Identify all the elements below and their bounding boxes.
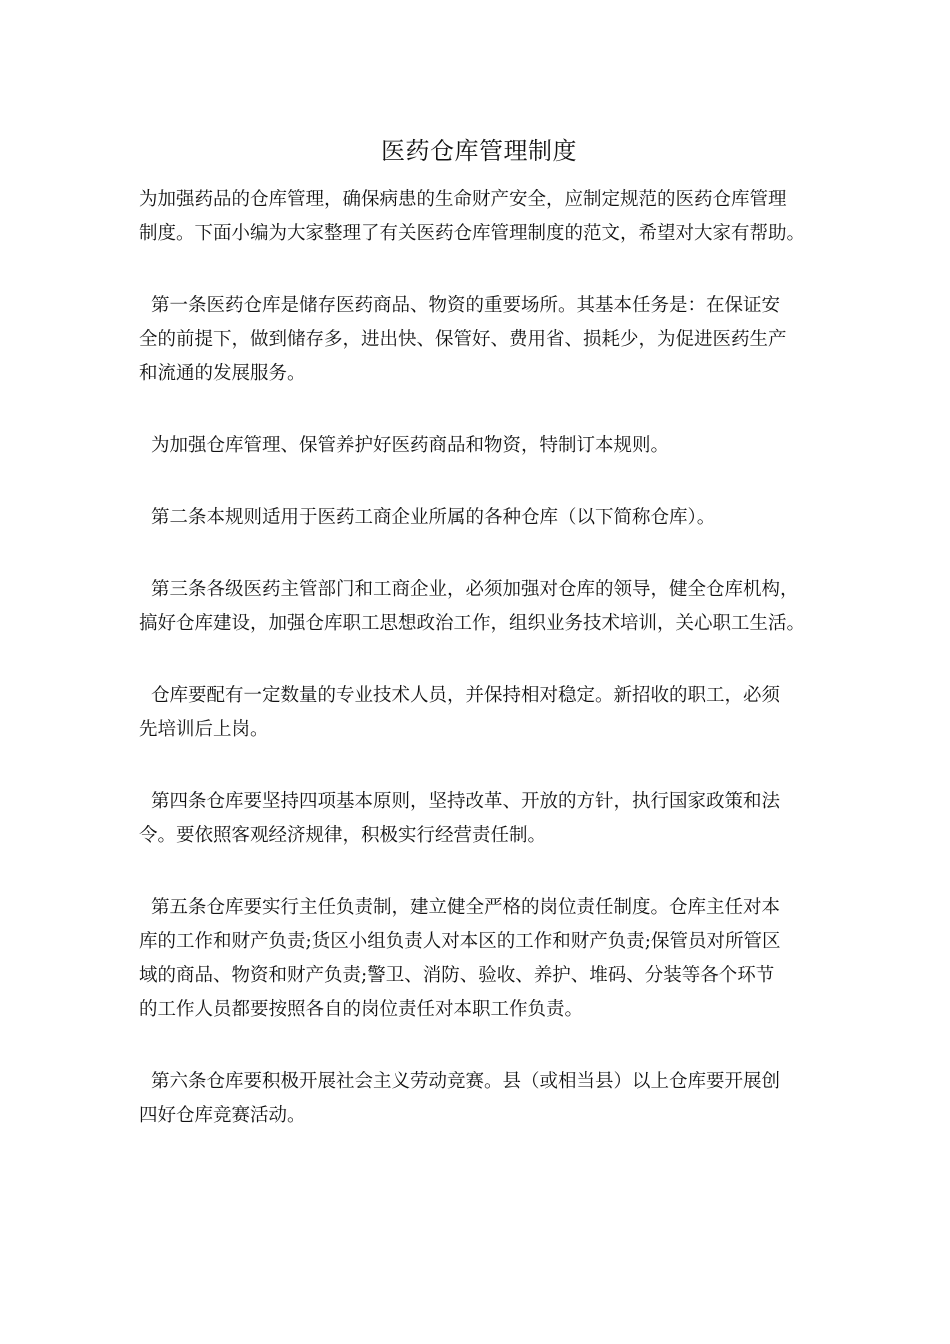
paragraph-article-6 xyxy=(139,1065,829,1133)
paragraph-article-1-note xyxy=(139,429,829,463)
text-line: 第一条医药仓库是储存医药商品、物资的重要场所。其基本任务是：在保证安 xyxy=(151,295,781,316)
text-line: 的工作人员都要按照各自的岗位责任对本职工作负责。 xyxy=(139,999,584,1020)
text-line: 令。要依照客观经济规律，积极实行经营责任制。 xyxy=(139,825,547,846)
text-line: 第四条仓库要坚持四项基本原则，坚持改革、开放的方针，执行国家政策和法 xyxy=(151,791,781,812)
text-line: 第六条仓库要积极开展社会主义劳动竞赛。县（或相当县）以上仓库要开展创 xyxy=(151,1071,781,1092)
text-line: 为加强药品的仓库管理，确保病患的生命财产安全，应制定规范的医药仓库管理 xyxy=(139,189,787,210)
text-line: 先培训后上岗。 xyxy=(139,719,269,740)
text-line: 为加强仓库管理、保管养护好医药商品和物资，特制订本规则。 xyxy=(151,435,670,456)
document-body xyxy=(139,183,829,1171)
text-line: 制度。下面小编为大家整理了有关医药仓库管理制度的范文，希望对大家有帮助。 xyxy=(139,223,806,244)
paragraph-article-1 xyxy=(139,289,829,391)
paragraph-article-3-note xyxy=(139,679,829,747)
text-line: 搞好仓库建设，加强仓库职工思想政治工作，组织业务技术培训，关心职工生活。 xyxy=(139,613,806,634)
text-line: 域的商品、物资和财产负责;警卫、消防、验收、养护、堆码、分装等各个环节 xyxy=(139,965,775,986)
paragraph-article-2 xyxy=(139,501,829,535)
text-line: 第五条仓库要实行主任负责制，建立健全严格的岗位责任制度。仓库主任对本 xyxy=(151,897,781,918)
paragraph-article-4 xyxy=(139,785,829,853)
paragraph-article-5 xyxy=(139,891,829,1027)
text-line: 全的前提下，做到储存多，进出快、保管好、费用省、损耗少，为促进医药生产 xyxy=(139,329,787,350)
page-title: 医药仓库管理制度 xyxy=(381,137,577,165)
text-line: 仓库要配有一定数量的专业技术人员，并保持相对稳定。新招收的职工，必须 xyxy=(151,685,781,706)
text-line: 第三条各级医药主管部门和工商企业，必须加强对仓库的领导，健全仓库机构， xyxy=(151,579,799,600)
text-line: 四好仓库竞赛活动。 xyxy=(139,1105,306,1126)
paragraph-intro xyxy=(139,183,829,251)
paragraph-article-3 xyxy=(139,573,829,641)
text-line: 和流通的发展服务。 xyxy=(139,363,306,384)
text-line: 库的工作和财产负责;货区小组负责人对本区的工作和财产负责;保管员对所管区 xyxy=(139,931,781,952)
text-line: 第二条本规则适用于医药工商企业所属的各种仓库（以下简称仓库）。 xyxy=(151,507,716,528)
